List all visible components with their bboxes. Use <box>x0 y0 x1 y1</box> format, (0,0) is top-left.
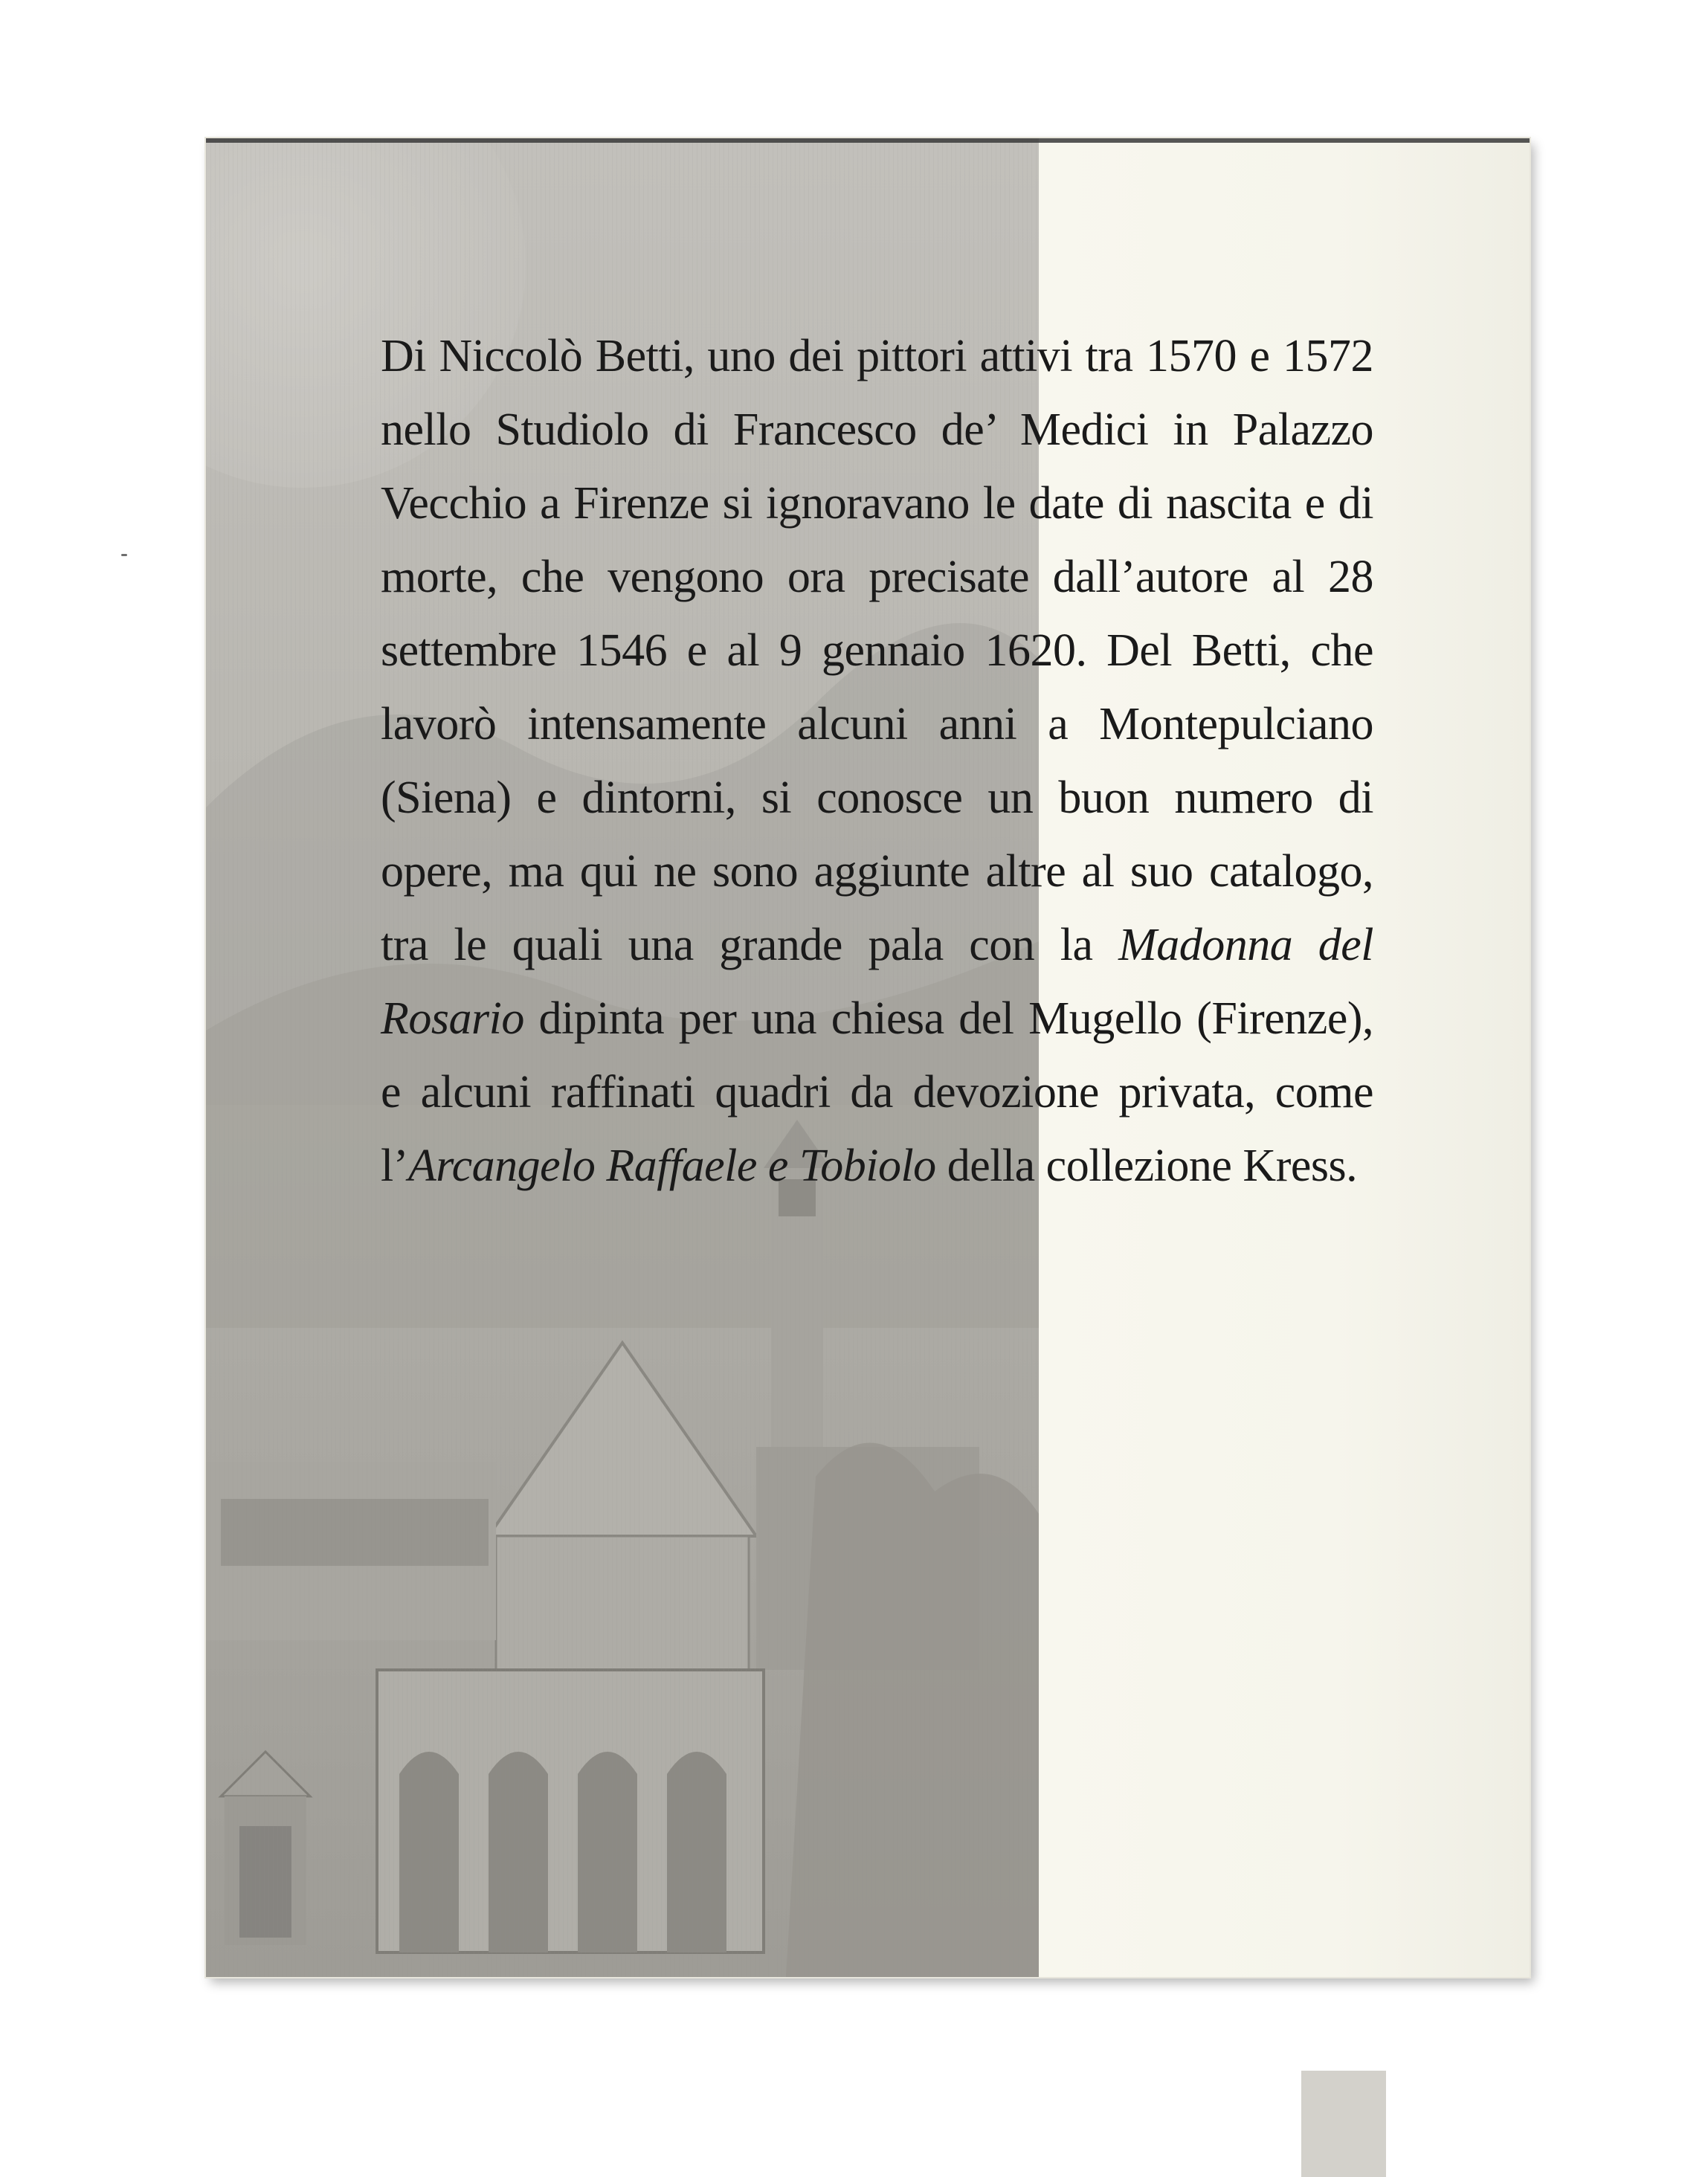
text-line <box>381 467 1373 541</box>
text-run: dipinta per una chiesa del Mugello (Firenze), <box>523 993 1373 1044</box>
text-line <box>381 1129 1373 1203</box>
text-line <box>381 688 1373 761</box>
text-run: morte, che vengono ora precisate dall’autore al 28 <box>381 552 1373 602</box>
text-run: settembre 1546 e al 9 gennaio 1620. Del Betti, che <box>381 625 1373 676</box>
text-run: (Siena) e dintorni, si conosce un buon numero di <box>381 773 1373 823</box>
text-run: nello Studiolo di Francesco de’ Medici in Palazzo <box>381 404 1373 455</box>
italic-title: Arcangelo Raffaele e Tobiolo <box>407 1141 936 1191</box>
gray-square-mark <box>1301 2071 1386 2177</box>
description-paragraph <box>381 320 1373 1203</box>
text-run: opere, ma qui ne sono aggiunte altre al suo catalogo, <box>381 846 1373 897</box>
text-run: Vecchio a Firenze si ignoravano le date di nascita e di <box>381 478 1373 529</box>
text-line <box>381 909 1373 982</box>
text-run: Di Niccolò Betti, uno dei pittori attivi tra 1570 e 1572 <box>381 331 1373 381</box>
text-run: della collezione Kress. <box>935 1141 1358 1191</box>
text-run: tra le quali una grande pala con la <box>381 920 1119 970</box>
text-line <box>381 614 1373 688</box>
text-line <box>381 320 1373 393</box>
scan-speck <box>121 554 127 556</box>
text-line <box>381 541 1373 614</box>
text-line <box>381 761 1373 835</box>
italic-title: Rosario <box>381 993 524 1044</box>
text-line <box>381 982 1373 1056</box>
text-line <box>381 393 1373 467</box>
text-run: lavorò intensamente alcuni anni a Montepulciano <box>381 699 1373 749</box>
text-run: e alcuni raffinati quadri da devozione privata, come <box>381 1067 1373 1117</box>
text-run: l’ <box>381 1141 408 1191</box>
text-line <box>381 835 1373 909</box>
text-line <box>381 1056 1373 1129</box>
italic-title: Madonna del <box>1118 920 1373 970</box>
booklet-top-edge <box>206 138 1530 143</box>
